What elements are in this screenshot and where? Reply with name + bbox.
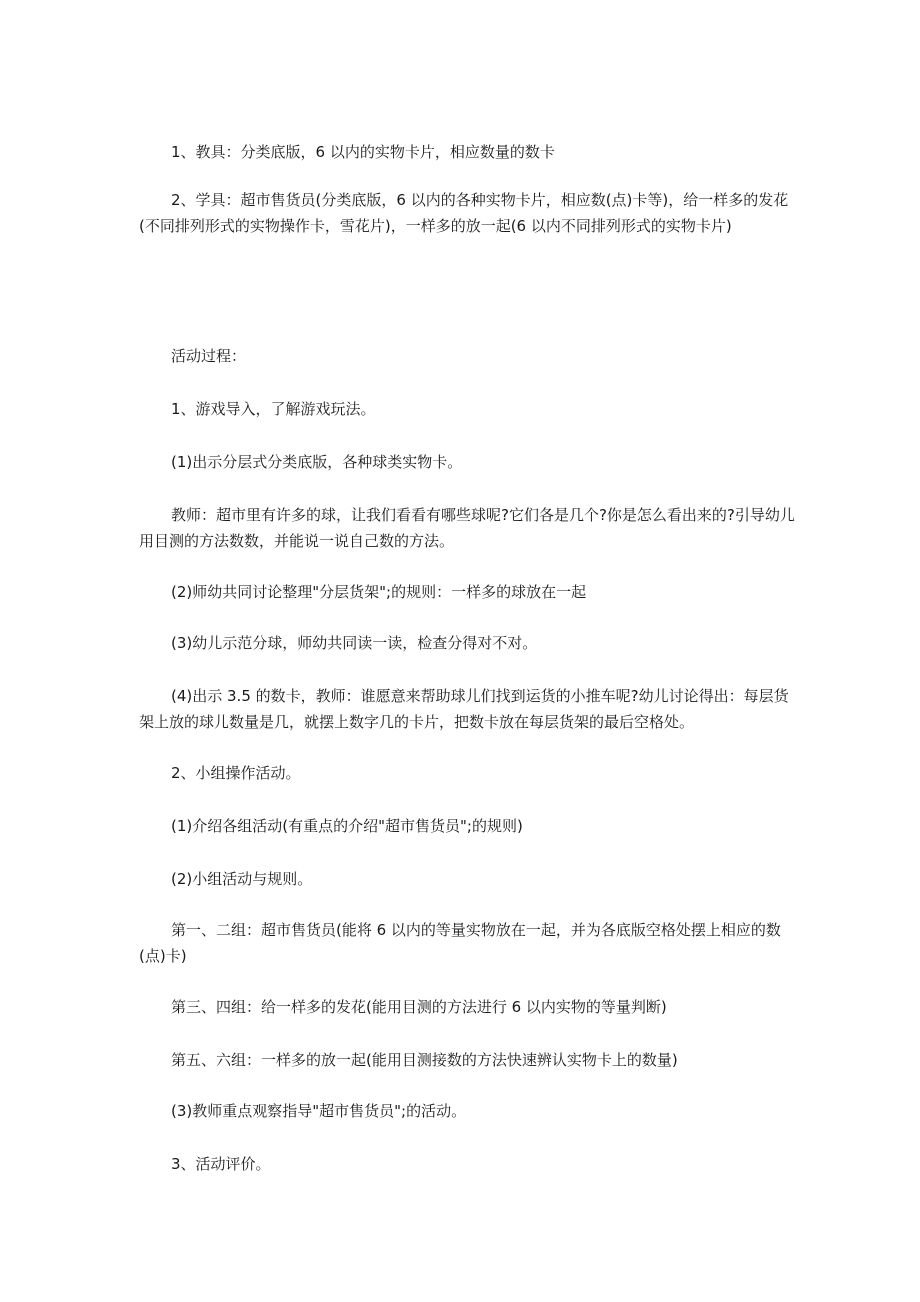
paragraph-step-1-3: (3)幼儿示范分球，师幼共同读一读，检查分得对不对。: [171, 634, 538, 652]
paragraph-step-2-1: (1)介绍各组活动(有重点的介绍"超市售货员";的规则): [171, 817, 523, 835]
paragraph-group-1-2: 第一、二组：超市售货员(能将 6 以内的等量实物放在一起，并为各底版空格处摆上相应的数(点)卡): [139, 921, 781, 965]
paragraph-teaching-aids: 1、教具：分类底版，6 以内的实物卡片，相应数量的数卡: [171, 143, 555, 161]
paragraph-learning-aids: 2、学具：超市售货员(分类底版，6 以内的各种实物卡片，相应数(点)卡等)，给一样多的发花(不同排列形式的实物操作卡，雪花片)，一样多的放一起(6 以内不同排列形式的实物卡片): [139, 191, 789, 235]
paragraph-step-2-3: (3)教师重点观察指导"超市售货员";的活动。: [171, 1102, 467, 1120]
paragraph-step-1-4: (4)出示 3.5 的数卡，教师：谁愿意来帮助球儿们找到运货的小推车呢?幼儿讨论得出：每层货架上放的球儿数量是几，就摆上数字几的卡片，把数卡放在每层货架的最后空格处。: [139, 687, 789, 731]
paragraph-step-1-2: (2)师幼共同讨论整理"分层货架";的规则：一样多的球放在一起: [171, 583, 587, 601]
paragraph-activity-process-heading: 活动过程：: [171, 347, 247, 365]
paragraph-step-1-1: (1)出示分层式分类底版，各种球类实物卡。: [171, 453, 463, 471]
paragraph-step-2-heading: 2、小组操作活动。: [171, 764, 301, 782]
paragraph-group-5-6: 第五、六组：一样多的放一起(能用目测接数的方法快速辨认实物卡上的数量): [171, 1051, 678, 1069]
paragraph-step-3-heading: 3、活动评价。: [171, 1155, 271, 1173]
paragraph-group-3-4: 第三、四组：给一样多的发花(能用目测的方法进行 6 以内实物的等量判断): [171, 998, 667, 1016]
paragraph-teacher-prompt: 教师：超市里有许多的球，让我们看看有哪些球呢?它们各是几个?你是怎么看出来的?引导幼儿用目测的方法数数，并能说一说自己数的方法。: [139, 506, 795, 550]
paragraph-step-1-heading: 1、游戏导入，了解游戏玩法。: [171, 400, 376, 418]
paragraph-step-2-2: (2)小组活动与规则。: [171, 870, 313, 888]
